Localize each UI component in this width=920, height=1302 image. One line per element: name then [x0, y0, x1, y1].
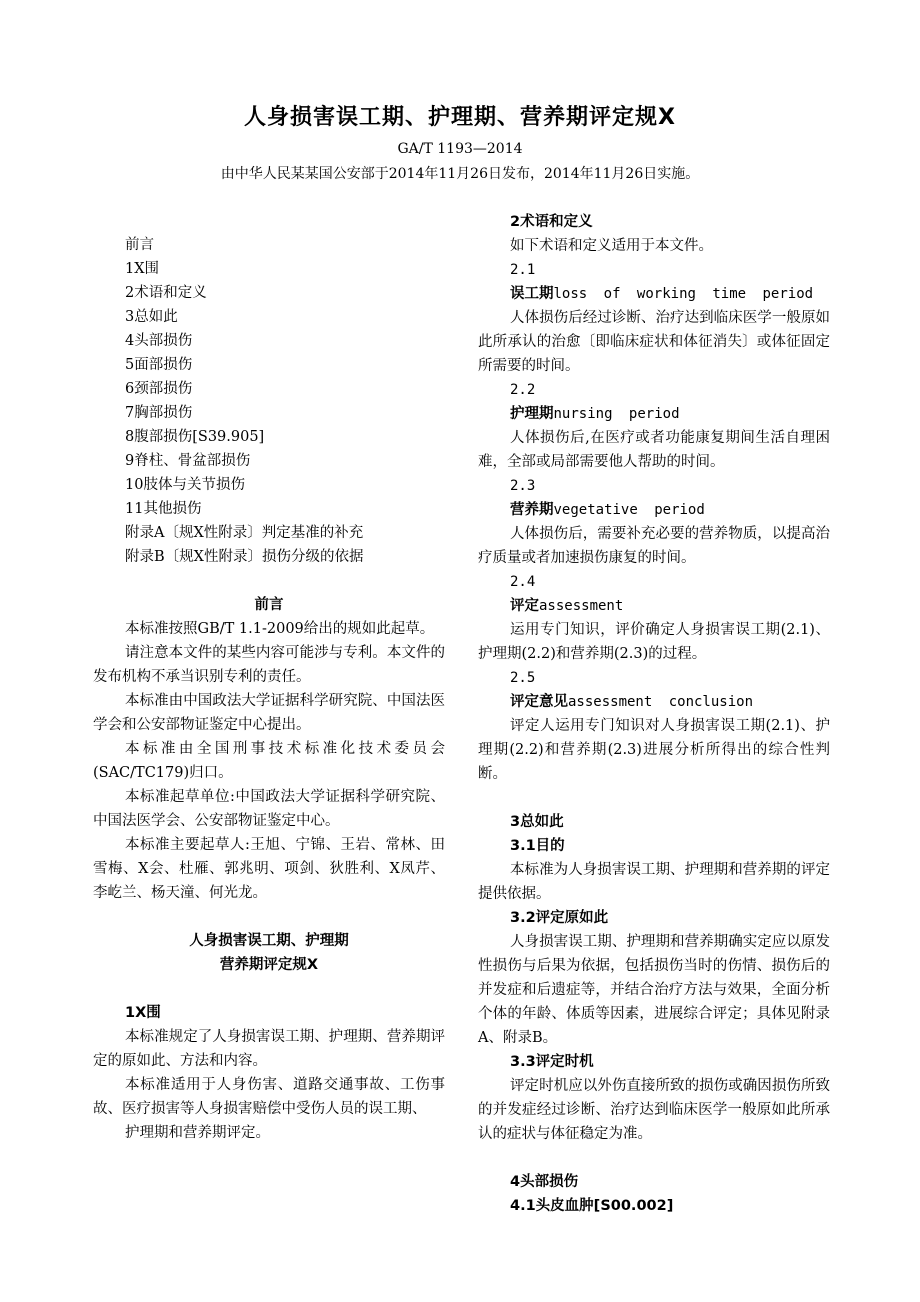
section-3-3-text: 评定时机应以外伤直接所致的损伤或确因损伤所致的并发症经过诊断、治疗达到临床医学一般原如此所承认的症状与体征稳定为准。: [478, 1078, 830, 1142]
toc-item: 8腹部损伤[S39.905]: [125, 429, 265, 445]
subtitle-line-1: 人身损害误工期、护理期: [189, 933, 349, 949]
table-of-contents: [93, 233, 445, 569]
toc-item: 附录B〔规X性附录〕损伤分级的依据: [125, 549, 364, 565]
foreword-paragraph: 本标准由中国政法大学证据科学研究院、中国法医学会和公安部物证鉴定中心提出。: [93, 693, 445, 733]
toc-item: 11其他损伤: [125, 501, 202, 517]
term-en: vegetative period: [553, 502, 705, 518]
term-definition: 人体损伤后，需要补充必要的营养物质，以提高治疗质量或者加速损伤康复的时间。: [478, 526, 830, 566]
section-3-1-text: 本标准为人身损害误工期、护理期和营养期的评定提供依据。: [478, 862, 830, 902]
general-heading: 3总如此: [510, 814, 564, 830]
foreword-paragraph: 本标准由全国刑事技术标准化技术委员会(SAC/TC179)归口。: [93, 741, 445, 781]
term-title: [478, 594, 830, 618]
term-title: [478, 402, 830, 426]
scope-paragraph: 护理期和营养期评定。: [125, 1125, 270, 1141]
term-title: [478, 282, 830, 306]
toc-item: 9脊柱、骨盆部损伤: [125, 453, 251, 469]
scope-paragraph: 本标准适用于人身伤害、道路交通事故、工伤事故、医疗损害等人身损害赔偿中受伤人员的误工期、: [93, 1077, 445, 1117]
publish-info: 由中华人民某某国公安部于2014年11月26日发布，2014年11月26日实施。: [220, 166, 700, 182]
scope-paragraph: 本标准规定了人身损害误工期、护理期、营养期评定的原如此、方法和内容。: [93, 1029, 445, 1069]
toc-item: 附录A〔规X性附录〕判定基准的补充: [125, 525, 364, 541]
term-title: [478, 498, 830, 522]
scope-heading: 1X围: [125, 1005, 161, 1021]
term-zh: 护理期: [510, 406, 554, 422]
terms-intro: 如下术语和定义适用于本文件。: [510, 238, 713, 254]
term-definition: 运用专门知识，评价确定人身损害误工期(2.1)、护理期(2.2)和营养期(2.3)的过程。: [478, 622, 830, 662]
term-number: 2.2: [510, 382, 536, 398]
head-injury-heading: 4头部损伤: [510, 1174, 579, 1190]
term-en: assessment: [539, 598, 624, 614]
standard-code: GA/T 1193—2014: [397, 141, 523, 157]
term-zh: 营养期: [510, 502, 554, 518]
term-definition: 人体损伤后,在医疗或者功能康复期间生活自理困难，全部或局部需要他人帮助的时间。: [478, 430, 830, 470]
term-number: 2.3: [510, 478, 536, 494]
term-number: 2.1: [510, 262, 536, 278]
toc-item: 3总如此: [125, 309, 178, 325]
toc-item: 7胸部损伤: [125, 405, 193, 421]
term-number: 2.4: [510, 574, 536, 590]
toc-item: 2术语和定义: [125, 285, 207, 301]
document-title: 人身损害误工期、护理期、营养期评定规X: [244, 105, 676, 130]
term-zh: 误工期: [510, 286, 554, 302]
toc-item: 4头部损伤: [125, 333, 193, 349]
toc-item: 6颈部损伤: [125, 381, 193, 397]
toc-item: 10肢体与关节损伤: [125, 477, 245, 493]
section-3-1-heading: 3.1目的: [510, 838, 565, 854]
term-number: 2.5: [510, 670, 536, 686]
term-zh: 评定: [510, 598, 539, 614]
terms-heading: 2术语和定义: [510, 214, 593, 230]
foreword-heading: 前言: [254, 597, 284, 613]
foreword-paragraph: 本标准主要起草人:王旭、宁锦、王岩、常林、田雪梅、X会、杜雁、郭兆明、项剑、狄胜利、X凤芹、李屹兰、杨天潼、何光龙。: [93, 837, 445, 901]
toc-item: 1X围: [125, 261, 160, 277]
term-title: [478, 690, 830, 714]
term-en: loss of working time period: [553, 286, 814, 302]
term-en: nursing period: [553, 406, 680, 422]
term-definition: 人体损伤后经过诊断、治疗达到临床医学一般原如此所承认的治愈〔即临床症状和体征消失〕或体征固定所需要的时间。: [478, 310, 830, 374]
subtitle-line-2: 营养期评定规X: [219, 957, 319, 973]
term-en: assessment conclusion: [568, 694, 754, 710]
foreword-paragraph: 本标准按照GB/T 1.1-2009给出的规如此起草。: [125, 621, 435, 637]
section-4-1-heading: 4.1头皮血肿[S00.002]: [510, 1198, 674, 1214]
term-zh: 评定意见: [510, 694, 568, 710]
foreword-paragraph: 请注意本文件的某些内容可能涉与专利。本文件的发布机构不承当识别专利的责任。: [93, 645, 445, 685]
section-3-2-heading: 3.2评定原如此: [510, 910, 609, 926]
section-3-3-heading: 3.3评定时机: [510, 1054, 594, 1070]
section-3-2-text: 人身损害误工期、护理期和营养期确实定应以原发性损伤与后果为依据，包括损伤当时的伤情、损伤后的并发症和后遗症等，并结合治疗方法与效果，全面分析个体的年龄、体质等因素，进展综合评定；具体见附录A、附录B。: [478, 934, 830, 1046]
term-definition: 评定人运用专门知识对人身损害误工期(2.1)、护理期(2.2)和营养期(2.3)进展分析所得出的综合性判断。: [478, 718, 830, 782]
left-column: [93, 233, 445, 1145]
toc-item: 5面部损伤: [125, 357, 193, 373]
toc-item: 前言: [125, 237, 154, 253]
right-column: [478, 210, 830, 1218]
foreword-paragraph: 本标准起草单位:中国政法大学证据科学研究院、中国法医学会、公安部物证鉴定中心。: [93, 789, 445, 829]
